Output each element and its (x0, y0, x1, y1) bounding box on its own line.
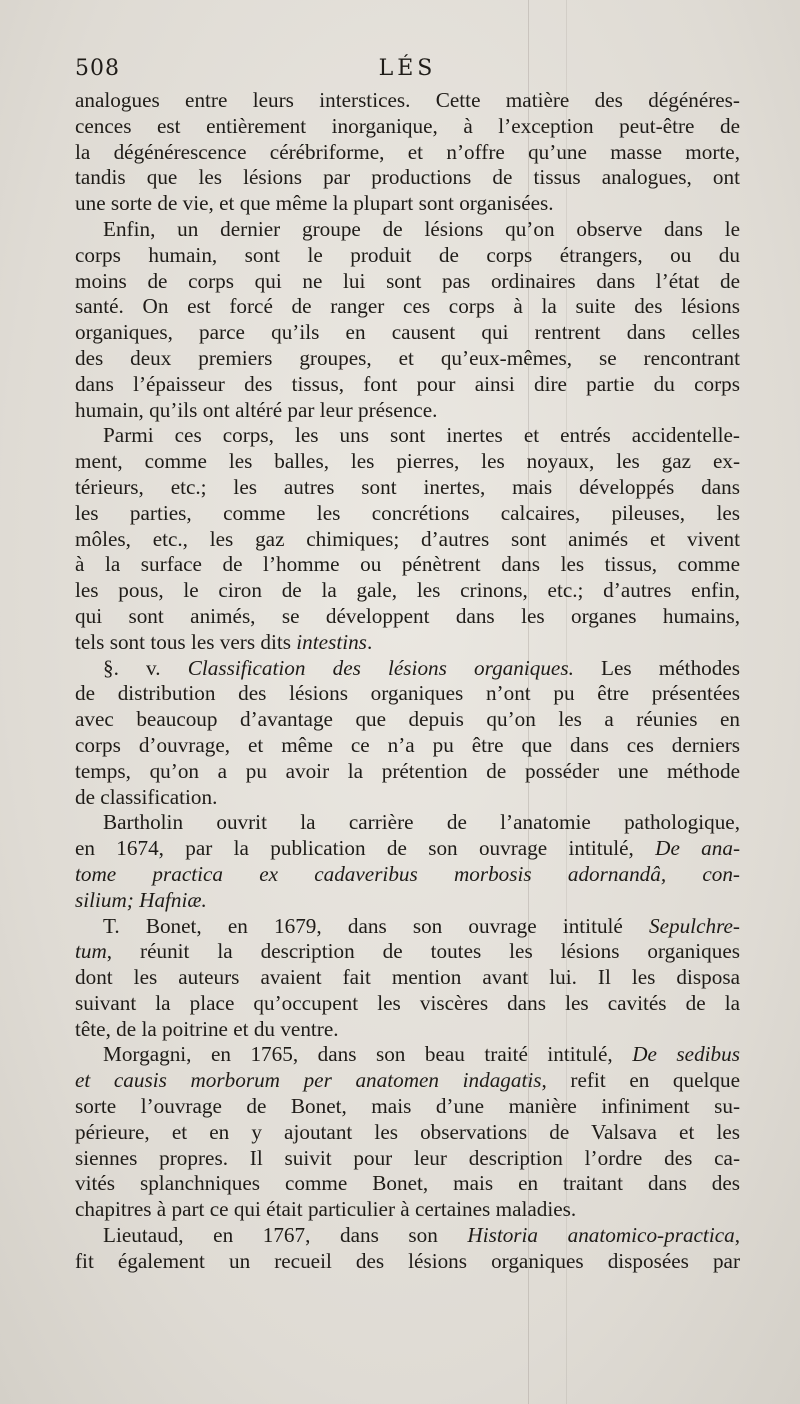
text-line: vités splanchniques comme Bonet, mais en traitant dans des (75, 1171, 740, 1196)
section-heading: Classification des lésions organiques. (187, 655, 574, 680)
book-title: tome practica ex cadaveribus morbosis adornandâ, con- (75, 861, 740, 886)
text-line: térieurs, etc.; les autres sont inertes, mais développés dans (75, 474, 740, 499)
text-line: à la surface de l’homme ou pénètrent dans les tissus, comme (75, 552, 740, 577)
text-line: dans l’épaisseur des tissus, font pour ainsi dire partie du corps (75, 371, 740, 396)
text-line: ment, comme les balles, les pierres, les noyaux, les gaz ex- (75, 449, 740, 474)
text-line: corps d’ouvrage, et même ce n’a pu être que dans ces derniers (75, 732, 740, 757)
text-line: corps humain, sont le produit de corps étrangers, ou du (75, 242, 740, 267)
text-line: temps, qu’on a pu avoir la prétention de posséder une méthode (75, 758, 740, 783)
text-line: Lieutaud, en 1767, dans son Historia anatomico-practica, (103, 1223, 741, 1248)
text-line: une sorte de vie, et que même la plupart sont organisées. (75, 191, 554, 216)
text-line: de distribution des lésions organiques n’ont pu être présentées (75, 681, 740, 706)
text-line: les parties, comme les concrétions calcaires, pileuses, les (75, 500, 740, 525)
text-line: tandis que les lésions par productions de tissus analogues, ont (75, 165, 740, 190)
book-title: Historia anatomico-practica (467, 1223, 735, 1248)
book-title: et causis morborum per anatomen indagatis (75, 1068, 542, 1093)
text-line: cences est entièrement inorganique, à l’exception peut-être de (75, 113, 740, 138)
text-line: moins de corps qui ne lui sont pas ordinaires dans l’état de (75, 268, 740, 293)
italic-term: intestins (296, 629, 367, 654)
text-line (75, 862, 740, 888)
book-title: tum (75, 939, 107, 964)
text-line: chapitres à part ce qui était particulier à certaines maladies. (75, 1197, 577, 1222)
text-line: de classification. (75, 784, 218, 809)
text-line: avec beaucoup d’avantage que depuis qu’on les a réunies en (75, 707, 740, 732)
text-line: humain, qu’ils ont altéré par leur présence. (75, 397, 438, 422)
text-line: fit également un recueil des lésions organiques disposées par (75, 1248, 740, 1273)
text-line: Enfin, un dernier groupe de lésions qu’on observe dans le (103, 216, 740, 241)
section-heading-line: §. v. Classification des lésions organiques. Les méthodes (103, 655, 741, 680)
text-line: suivant la place qu’occupent les viscères dans les cavités de la (75, 990, 740, 1015)
body-text (75, 88, 740, 1275)
text-line: siennes propres. Il suivit pour leur description l’ordre des ca- (75, 1145, 740, 1170)
text-line: les pous, le ciron de la gale, les crinons, etc.; d’autres enfin, (75, 578, 740, 603)
text-line: et causis morborum per anatomen indagatis, refit en quelque (75, 1068, 741, 1093)
text-line (75, 888, 740, 914)
text-line: sorte l’ouvrage de Bonet, mais d’une manière infiniment su- (75, 1094, 740, 1119)
text-line: qui sont animés, se développent dans les organes humains, (75, 603, 740, 628)
text-line: Parmi ces corps, les uns sont inertes et entrés accidentelle- (103, 423, 740, 448)
page-number: 508 (75, 56, 120, 81)
text-line: Morgagni, en 1765, dans son beau traité intitulé, De sedibus (103, 1042, 740, 1067)
text-line: organiques, parce qu’ils en causent qui rentrent dans celles (75, 320, 740, 345)
text-line: périeure, et en y ajoutant les observations de Valsava et les (75, 1119, 740, 1144)
text-line: môles, etc., les gaz chimiques; d’autres sont animés et vivent (75, 526, 740, 551)
text-line: santé. On est forcé de ranger ces corps à la suite des lésions (75, 294, 740, 319)
text-line: des deux premiers groupes, et qu’eux-mêmes, se rencontrant (75, 345, 740, 370)
text-line: en 1674, par la publication de son ouvrage intitulé, De ana- (75, 836, 740, 861)
page-header (75, 56, 740, 90)
text-line: tête, de la poitrine et du ventre. (75, 1016, 339, 1041)
running-head: LÉS (378, 56, 437, 81)
book-title: De ana- (655, 836, 740, 861)
text-line: tum, réunit la description de toutes les lésions organiques (75, 939, 740, 964)
book-title: Sepulchre- (649, 913, 740, 938)
text-line: Bartholin ouvrit la carrière de l’anatomie pathologique, (103, 810, 740, 835)
text-line: analogues entre leurs interstices. Cette matière des dégénéres- (75, 88, 740, 112)
text-line: tels sont tous les vers dits intestins. (75, 629, 373, 654)
book-title: silium; Hafniæ. (75, 887, 207, 912)
text-line: la dégénérescence cérébriforme, et n’offre qu’une masse morte, (75, 139, 740, 164)
book-title: De sedibus (632, 1042, 740, 1067)
text-line: T. Bonet, en 1679, dans son ouvrage intitulé Sepulchre- (103, 913, 740, 938)
text-line: dont les auteurs avaient fait mention avant lui. Il les disposa (75, 965, 740, 990)
